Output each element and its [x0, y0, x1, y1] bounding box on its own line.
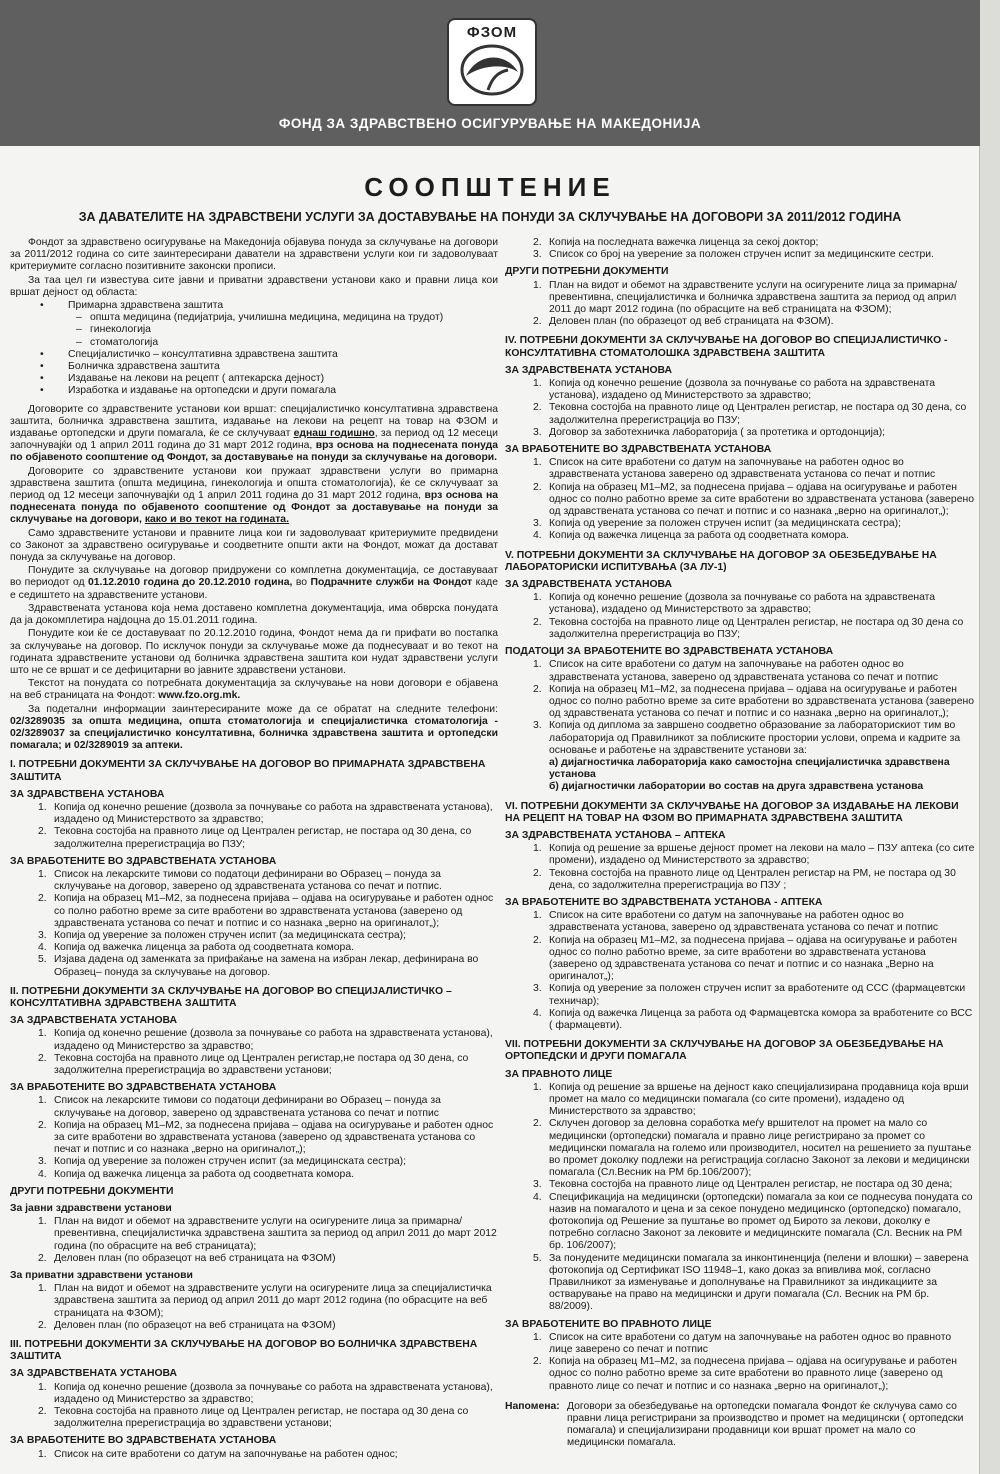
- area-item: • Болничка здравствена заштита: [40, 361, 498, 373]
- list-item: [533, 1192, 975, 1253]
- numbered-list: [10, 1382, 498, 1431]
- item-number: 1.: [38, 801, 47, 813]
- area-item: • Примарна здравствена заштита: [40, 300, 498, 312]
- list-item: [533, 1118, 975, 1179]
- item-text: Изјава дадена од заменката за прифаќање на замена на избран лекар, дефинирана во Образец– понуда за склучување на договор.: [54, 954, 479, 978]
- fund-name: ФОНД ЗА ЗДРАВСТВЕНО ОСИГУРУВАЊЕ НА МАКЕДОНИЈА: [278, 116, 702, 131]
- area-item: • Изработка и издавање на ортопедски и други помагала: [40, 385, 498, 397]
- item-number: 1.: [38, 1381, 47, 1393]
- item-number: 1.: [533, 910, 542, 922]
- note-text: Договори за обезбедување на ортопедски помагала Фондот ќе склучува само со правни лица регистрирани за производство и промет на медицински ( ортопедски помагала) и специјализирани продавници кои вршат промет на мало со медицински помагала.: [567, 1400, 964, 1449]
- numbered-list: [10, 1283, 498, 1332]
- item-number: 2.: [533, 237, 542, 248]
- item-text: Список на сите вработени со датум на започнување на работен однос во здравствената установа, заверено од здравствената установа со печат и потпис: [549, 659, 939, 683]
- section-subheading: ПОДАТОЦИ ЗА ВРАБОТЕНИТЕ ВО ЗДРАВСТВЕНАТА УСТАНОВА: [505, 646, 834, 658]
- numbered-list: [505, 378, 975, 439]
- item-number: 2.: [533, 481, 542, 493]
- intro-paragraph: Понудите кои ќе се доставуваат по 20.12.2010 година, Фондот нема да ги прифати во постапка за склучување на договор. По исклучок понуди за склучување може да поднесуваат и во текот на годината здравствените установи од болничка здравствена заштита кои нудат здравствени услуги што не се вршат и се дефицитарни во јавните здравствени установи.: [10, 628, 498, 676]
- list-item: [38, 893, 498, 930]
- section-subheading: ЗА ЗДРАВСТВЕНАТА УСТАНОВА: [10, 1015, 178, 1027]
- intro-paragraph: Договорите со здравствените установи кои пружаат здравствени услуги во примарна здравствена заштита (општа медицина, гинекологија и општа стоматологија), ќе се склучуваат за период од 12 месеци започнувајќи од 1 април 2011 година до 31 март 2012 година, врз основа на поднесената понуда по објавеното соопштение од Фондот за доставување на понуди за склучување на договори, како и во текот на годината.: [10, 465, 498, 526]
- item-text: Копија од уверение за положен стручен испит (за медицинската сестра);: [549, 518, 901, 530]
- numbered-list: [505, 1332, 975, 1393]
- item-text: Деловен план (по образецот од веб страницата на ФЗОМ).: [549, 316, 834, 328]
- item-number: 2.: [38, 1252, 47, 1264]
- section-subheading: За јавни здравствени установи: [10, 1203, 172, 1215]
- item-text: Копија од диплома за завршено соодветно образование за лабораторискиот тим во лабораторија од Правилникот за поблиските простории услови, опрема и кадрите за основање и работење на здравствените установи за:: [549, 720, 961, 756]
- numbered-list: [10, 1095, 498, 1180]
- item-number: 1.: [38, 1028, 47, 1040]
- item-text: Список на сите вработени со датум на започнување на работен однос во здравствената установа заверено од здравствената установа со печат и потпис: [549, 457, 936, 481]
- lab-types: [505, 757, 975, 794]
- list-item: [38, 1028, 498, 1052]
- item-number: 3.: [533, 518, 542, 530]
- item-number: 2.: [533, 1118, 542, 1130]
- item-number: 2.: [533, 1356, 542, 1368]
- section-heading: VII. ПОТРЕБНИ ДОКУМЕНТИ ЗА СКЛУЧУВАЊЕ НА ДОГОВОР ЗА ОБЕЗБЕДУВАЊЕ НА ОРТОПЕДСКИ И ДРУГИ ПОМАГАЛА: [505, 1039, 944, 1063]
- numbered-list: [10, 802, 498, 851]
- page-title: СООПШТЕНИЕ: [364, 172, 616, 202]
- list-item: [533, 617, 975, 641]
- note-label: Напомена:: [505, 1400, 560, 1412]
- item-number: 2.: [533, 934, 542, 946]
- item-text: План на видот и обемот на здравствените услуги на осигурените лица за примарна/превентивна, специјалистичка здравствена заштита за период од април 2011 до март 2012 година (по обрасците на веб страницата);: [54, 1216, 497, 1252]
- list-item: [38, 802, 498, 826]
- item-text: План на видот и обемот на здравствените услуги на осигурените лица за специјалистичка здравствена заштита за период од април 2011 до март 2012 година (по обрасците на веб страницата на ФЗОМ);: [54, 1283, 492, 1319]
- page-subtitle: ЗА ДАВАТЕЛИТЕ НА ЗДРАВСТВЕНИ УСЛУГИ ЗА ДОСТАВУВАЊЕ НА ПОНУДИ ЗА СКЛУЧУВАЊЕ НА ДОГОВОРИ ЗА 2011/2012 ГОДИНА: [78, 210, 902, 224]
- logo-text: ФЗОМ: [466, 24, 518, 41]
- item-number: 2.: [38, 1119, 47, 1131]
- item-number: 3.: [533, 1179, 542, 1191]
- intro-paragraph: Договорите со здравствените установи кои вршат: специјалистичко консултативна здравствена заштита, болничка здравствена заштита, издавање на лекови на рецепт на товар на ФЗОМ и издавање ортопедски и други помагала, ќе се склучуваат еднаш годишно, за период од 12 месеци започнувајќи од 1 април 2011 година до 31 март 2012 година, врз основа на поднесената понуда по објавеното соопштение од Фондот, за доставување на понуди за склучување на договори.: [10, 403, 498, 464]
- item-number: 2.: [38, 826, 47, 838]
- item-number: 4.: [38, 1168, 47, 1180]
- list-item: [533, 237, 975, 249]
- section-subheading: ЗА ЗДРАВСТВЕНА УСТАНОВА: [10, 788, 165, 800]
- item-text: Склучен договор за деловна соработка меѓу вршителот на промет на мало со медицински (ортопедски) помагала и правно лице регистрирано за промет со медицински помагала на големо или производител, носител на решението за пуштање во промет доколку подлежи на регистрација согласно Законот за лекови и медицински помагала (Сл.Весник на РМ бр.106/2007);: [549, 1118, 972, 1179]
- item-text: Копија од уверение за положен стручен испит за вработените од ССС (фармацевтски техничар);: [549, 983, 966, 1007]
- list-item: [533, 910, 975, 934]
- area-item: – гинекологија: [40, 324, 498, 336]
- item-number: 2.: [38, 1319, 47, 1331]
- list-item: [533, 316, 975, 328]
- item-text: Тековна состојба на правното лице од Централен регистар,не постара од 30 дена, со задолжителна пререгистрација во здравствени установи;: [54, 1052, 469, 1076]
- item-number: 3.: [533, 426, 542, 438]
- list-item: [533, 249, 975, 261]
- section-subheading: ЗА ВРАБОТЕНИТЕ ВО ЗДРАВСТВЕНАТА УСТАНОВА: [505, 444, 772, 456]
- item-number: 3.: [533, 983, 542, 995]
- area-item: • Специјалистичко – консултативна здравствена заштита: [40, 349, 498, 361]
- list-item: [533, 518, 975, 530]
- item-number: 1.: [533, 592, 542, 604]
- left-column: [10, 237, 498, 1467]
- section-subheading: ЗА ЗДРАВСТВЕНАТА УСТАНОВА – АПТЕКА: [505, 829, 726, 841]
- item-text: Спецификација на медицински (ортопедски) помагала за кои се поднесува понудата со назив на помагалото и цена и за секое понудено медицинско (ортопедско) помагало, фотокопија од Решение за пуштање во промет од Бирото за лекови, доколку е потребно согласно Законот за лековите и медицинските помагала (Сл. Весник на РМ бр. 106/2007);: [549, 1191, 973, 1252]
- item-text: Деловен план (по образецот на веб страницата на ФЗОМ): [54, 1319, 336, 1331]
- intro-paragraph: За таа цел ги известува сите јавни и приватни здравствени установи како и правни лица кои вршат дејност од областа:: [10, 274, 498, 298]
- area-item: • Издавање на лекови на рецепт ( аптекарска дејност): [40, 373, 498, 385]
- item-text: Копија на образец М1–М2, за поднесена пријава – одјава на осигурување и работен однос со полно работно време за сите вработени во правното лице (заверено од правното лице со печат и потпис и со назнака „верно на оригиналот„);: [549, 1356, 957, 1392]
- item-number: 2.: [533, 683, 542, 695]
- numbered-list: [10, 869, 498, 979]
- section-heading: III. ПОТРЕБНИ ДОКУМЕНТИ ЗА СКЛУЧУВАЊЕ НА ДОГОВОР ВО БОЛНИЧКА ЗДРАВСТВЕНА ЗАШТИТА: [10, 1339, 478, 1363]
- right-column: [505, 237, 975, 1467]
- list-item: [38, 1320, 498, 1332]
- list-item: [533, 1253, 975, 1314]
- item-number: 2.: [533, 867, 542, 879]
- item-number: 2.: [533, 402, 542, 414]
- item-text: Копија од важечка лиценца за работа од соодветната комора.: [54, 942, 354, 954]
- area-item: – општа медицина (педијатрија, училишна медицина, медицина на трудот): [40, 312, 498, 324]
- item-text: Копија од решение за вршење на дејност како специјализирана продавница која врши промет на мало со медицински помагала (со сите промени), издадено од Министерството за здравство;: [549, 1081, 969, 1118]
- list-item: [533, 935, 975, 984]
- list-item: [533, 1356, 975, 1393]
- list-item: [38, 1053, 498, 1077]
- list-item: [533, 482, 975, 519]
- item-text: Тековна состојба на правното лице од Централен регистар, не постара од 30 дена, со задолжителна пререгистрација во ПЗУ;: [54, 826, 472, 850]
- item-number: 3.: [38, 929, 47, 941]
- section-heading: I. ПОТРЕБНИ ДОКУМЕНТИ ЗА СКЛУЧУВАЊЕ НА ДОГОВОР ВО ПРИМАРНАТА ЗДРАВСТВЕНА ЗАШТИТА: [10, 759, 486, 783]
- item-text: Копија од конечно решение (дозвола за почнување со работа на здравствената установа), издадено од Министерството за здравство;: [549, 592, 936, 616]
- section-subheading: ЗА ВРАБОТЕНИТЕ ВО ПРАВНОТО ЛИЦЕ: [505, 1318, 712, 1330]
- right-sections: [505, 335, 975, 1392]
- list-item: [533, 843, 975, 867]
- intro-paragraph: За подетални информации заинтересираните може да се обратат на следните телефони: 02/3289035 за општа медицина, општа стоматологија и специјалистичка стоматологија - 02/3289037 за специјалистичко консултативна, болничка здравствена заштита и ортопедски помагала; и 02/3289019 за аптеки.: [10, 703, 498, 752]
- item-number: 1.: [533, 279, 542, 291]
- item-number: 4.: [533, 530, 542, 542]
- item-number: 3.: [533, 249, 542, 261]
- list-item: [533, 530, 975, 542]
- list-item: [38, 1156, 498, 1168]
- list-item: [38, 1120, 498, 1157]
- item-number: 1.: [38, 1095, 47, 1107]
- item-number: 1.: [38, 1283, 47, 1295]
- section-subheading: ДРУГИ ПОТРЕБНИ ДОКУМЕНТИ: [10, 1185, 174, 1197]
- item-text: Копија од решение за вршење дејност промет на лекови на мало – ПЗУ аптека (со сите промени), издадено од Министерството за здравство;: [549, 843, 975, 867]
- item-text: Тековна состојба на правното лице од Централен регистар, не постара од 30 дена со задолжителна пререгистрација во ПЗУ;: [549, 616, 964, 640]
- note: [505, 1401, 975, 1450]
- item-text: Копија на последната важечка лиценца за секој доктор;: [549, 237, 819, 248]
- item-text: Деловен план (по образецот на веб страницата на ФЗОМ): [54, 1252, 336, 1264]
- numbered-list: [505, 457, 975, 542]
- item-text: Договор за заботехничка лабораторија ( за протетика и ортодонција);: [549, 426, 886, 438]
- list-item: [38, 942, 498, 954]
- item-number: 1.: [533, 659, 542, 671]
- adjacent-page-edge: [979, 0, 1000, 1474]
- intro-paragraph: Понудите за склучување на договор придружени со комплетна документација, се доставуваат во периодот од 01.12.2010 година до 20.12.2010 година, во Подрачните служби на Фондот каде е седиштето на здравствените установи.: [10, 565, 498, 601]
- continued-list: [505, 280, 975, 329]
- lab-type: б) дијагностички лаборатории во состав на друга здравствена установа: [549, 781, 924, 793]
- list-item: [533, 868, 975, 892]
- section-subheading: За приватни здравствени установи: [10, 1270, 193, 1282]
- item-text: Список со број на уверение за положен стручен испит за медицинските сестри.: [549, 249, 934, 261]
- list-item: [533, 1008, 975, 1032]
- item-number: 4.: [38, 942, 47, 954]
- section-heading: V. ПОТРЕБНИ ДОКУМЕНТИ ЗА СКЛУЧУВАЊЕ НА ДОГОВОР ЗА ОБЕЗБЕДУВАЊЕ НА ЛАБОРАТОРИСКИ ИСПИТУВАЊА (ЗА ЛУ-1): [505, 549, 937, 573]
- numbered-list: [505, 910, 975, 1032]
- list-item: [38, 869, 498, 893]
- item-text: Копија од конечно решение (дозвола за почнување со работа на здравствената установа), издадено од Министерство за здравство;: [54, 1381, 493, 1405]
- item-number: 2.: [38, 1052, 47, 1064]
- numbered-list: [505, 1082, 975, 1314]
- item-number: 3.: [533, 720, 542, 732]
- list-item: [533, 1082, 975, 1119]
- item-text: Список на сите вработени со датум на започнување на работен однос во здравствената установа, заверено од здравствената установа со печат и потпис: [549, 910, 939, 934]
- item-number: 1.: [533, 378, 542, 390]
- list-item: [38, 826, 498, 850]
- item-number: 1.: [38, 1216, 47, 1228]
- item-text: Список на лекарските тимови со податоци дефинирани во Образец – понуда за склучување на договор, заверено од здравствената установа со печат и потпис.: [54, 868, 442, 893]
- item-text: Тековна состојба на правното лице од Централен регистар, не постара од 30 дена, со задолжителна пререгистрација во ПЗУ;: [549, 402, 967, 426]
- item-number: 2.: [38, 893, 47, 905]
- list-item: [533, 684, 975, 721]
- item-number: 2.: [533, 616, 542, 628]
- list-item: [38, 954, 498, 978]
- item-text: Тековна состојба на правното лице од Централен регистар, не постара од 30 дена со задолжителна пререгистрација во здравствени установи;: [54, 1406, 469, 1430]
- list-item: [533, 659, 975, 683]
- list-item: [38, 1406, 498, 1430]
- item-text: Копија од конечно решение (дозвола за почнување со работа на здравствената установа), издадено од Министерството за здравство;: [549, 378, 936, 402]
- list-item: [533, 378, 975, 402]
- item-text: Копија од важечка Лиценца за работа од Фармацевтска комора за вработените со ВСС ( фармацевти).: [549, 1007, 973, 1031]
- item-number: 2.: [533, 316, 542, 328]
- numbered-list: [505, 659, 975, 757]
- item-number: 1.: [533, 1331, 542, 1343]
- item-text: План на видот и обемот на здравствените услуги на осигурените лица за примарна/превентивна, специјалистичка и болничка здравствена заштита за период од април 2011 до март 2012 година (по обрасците на веб страницата на ФЗОМ);: [549, 279, 957, 316]
- list-item: [38, 1449, 498, 1461]
- section-subheading: ЗА ВРАБОТЕНИТЕ ВО ЗДРАВСТВЕНАТА УСТАНОВА: [10, 1082, 277, 1094]
- item-number: 1.: [533, 843, 542, 855]
- item-text: Копија на образец М1–М2, за поднесена пријава – одјава на осигурување и работен однос со полно работно време, за сите вработени во здравствената установа (заверено од здравствената установа со печат и потпис и со назнака „Верно на оригиналот„);: [549, 934, 957, 983]
- section-subheading: ЗА ВРАБОТЕНИТЕ ВО ЗДРАВСТВЕНАТА УСТАНОВА - АПТЕКА: [505, 896, 823, 908]
- item-text: Копија на образец М1–М2, за поднесена пријава – одјава на осигурување и работен однос со полно работно време за сите вработени во здравствената установа (заверено од здравствената установа со печат и потпис и со назнака „верно на оригиналот„);: [549, 481, 975, 518]
- item-text: Тековна состојба на правното лице од Централен регистар, не постара од 30 дена;: [549, 1179, 953, 1191]
- item-text: Копија на образец М1–М2, за поднесена пријава – одјава на осигурување и работен однос за сите вработени во здравствената установа (заверено од здравствената установа со печат и потпис и со назнака „верно на оригиналот„);: [54, 1119, 494, 1156]
- item-text: За понудените медицински помагала за инконтиненција (пелени и влошки) – заверена фотокопија од Сертификат ISO 11948–1, како доказ за впивлива моќ, согласно Правилникот за изменување и дополнување на Правилникот за индикациите за остварување на право на медицински и други помагала (Сл. Весник на РМ бр. 88/2009).: [549, 1252, 969, 1313]
- section-heading: IV. ПОТРЕБНИ ДОКУМЕНТИ ЗА СКЛУЧУВАЊЕ НА ДОГОВОР ВО СПЕЦИЈАЛИСТИЧКО - КОНСУЛТАТИВНА СТОМАТОЛОШКА ЗДРАВСТВЕНА ЗАШТИТА: [505, 335, 948, 359]
- list-item: [38, 1283, 498, 1320]
- list-item: [38, 1169, 498, 1181]
- item-number: 1.: [38, 868, 47, 880]
- item-number: 1.: [38, 1448, 47, 1460]
- list-item: [533, 402, 975, 426]
- section-heading: II. ПОТРЕБНИ ДОКУМЕНТИ ЗА СКЛУЧУВАЊЕ НА ДОГОВОР ВО СПЕЦИЈАЛИСТИЧКО – КОНСУЛТАТИВНА ЗДРАВСТВЕНА ЗАШТИТА: [10, 985, 452, 1009]
- section-subheading: ЗА ЗДРАВСТВЕНАТА УСТАНОВА: [505, 579, 673, 591]
- header-band: [0, 0, 980, 146]
- item-text: Копија од уверение за положен стручен испит (за медицинската сестра);: [54, 1156, 406, 1168]
- list-item: [38, 1095, 498, 1119]
- section-subheading: ЗА ПРАВНОТО ЛИЦЕ: [505, 1068, 613, 1080]
- list-item: [533, 280, 975, 317]
- numbered-list: [10, 1216, 498, 1265]
- logo-swirl-icon: [458, 42, 526, 98]
- list-item: [533, 427, 975, 439]
- item-text: Копија на образец М1–М2, за поднесена пријава – одјава на осигурување и работен однос со полно работно време за сите вработени во здравствената установа (заверено од здравствената установа со печат и потпис и со назнака „верно на оригиналот„);: [54, 893, 494, 929]
- item-number: 5.: [533, 1252, 542, 1264]
- item-number: 3.: [38, 1156, 47, 1168]
- area-item: – стоматологија: [40, 337, 498, 349]
- numbered-list: [505, 843, 975, 892]
- list-item: [533, 1179, 975, 1191]
- section-heading: VI. ПОТРЕБНИ ДОКУМЕНТИ ЗА СКЛУЧУВАЊЕ НА ДОГОВОР ЗА ИЗДАВАЊЕ НА ЛЕКОВИ НА РЕЦЕПТ НА ТОВАР НА ФЗОМ ВО ПРИМАРНАТА ЗДРАВСТВЕНА ЗАШТИТА: [505, 800, 959, 824]
- left-sections: [10, 759, 498, 1461]
- numbered-list: [10, 1028, 498, 1077]
- continued-list: [505, 237, 975, 261]
- list-item: [533, 720, 975, 757]
- item-text: Список на сите вработени со датум на започнување на работен однос;: [54, 1448, 398, 1460]
- item-number: 1.: [533, 1081, 542, 1093]
- item-text: Копија од важечка лиценца за работа од соодветната комора.: [54, 1168, 354, 1180]
- item-text: Список на сите вработени со датум на започнување на работен однос во правното лице заверено со печат и потпис: [549, 1331, 952, 1356]
- item-number: 4.: [533, 1191, 542, 1203]
- areas-list: [10, 300, 498, 398]
- item-number: 4.: [533, 1007, 542, 1019]
- list-item: [38, 1253, 498, 1265]
- section-subheading: ЗА ЗДРАВСТВЕНАТА УСТАНОВА: [505, 364, 673, 376]
- section-subheading: ЗА ВРАБОТЕНИТЕ ВО ЗДРАВСТВЕНАТА УСТАНОВА: [10, 855, 277, 867]
- list-item: [533, 1332, 975, 1356]
- item-text: Копија од уверение за положен стручен испит (за медицинската сестра);: [54, 929, 406, 941]
- item-text: Копија на образец М1–М2, за поднесена пријава – одјава на осигурување и работен однос со полно работно време за сите вработени во здравствената установа (заверено од здравствената установа со печат и потпис и со назнака „верно на оригиналот„);: [549, 683, 975, 720]
- intro-paragraph: Само здравствените установи и правните лица кои ги задоволуваат критериумите предвидени со Законот за здравствено осигурување и соодветните општи акти на Фондот, можат да достават понуда за склучување на договор.: [10, 527, 498, 564]
- item-text: Копија од конечно решение (дозвола за почнување со работа на здравствената установа), издадено од Министерството за здравство;: [54, 801, 493, 826]
- list-item: [533, 983, 975, 1007]
- lab-type: а) дијагностичка лабораторија како самостојна специјалистичка здравствена установа: [549, 756, 950, 781]
- numbered-list: [10, 1449, 498, 1461]
- intro-paragraph: Текстот на понудата со потребната документација за склучување на нови договори е објавена на веб страницата на Фондот: www.fzo.org.mk.: [10, 678, 498, 702]
- item-number: 5.: [38, 954, 47, 966]
- section-subheading: ЗА ЗДРАВСТВЕНАТА УСТАНОВА: [10, 1368, 178, 1380]
- item-text: Копија од конечно решение (дозвола за почнување со работа на здравствената установа), издадено од Министерство за здравство;: [54, 1028, 493, 1052]
- fzom-logo: [447, 18, 537, 106]
- item-text: Копија од важечка лиценца за работа од соодветната комора.: [549, 530, 849, 542]
- intro-paragraph: Здравствената установа која нема доставено комплетна документација, има обврска понудата да ја докомплетира најдоцна до 15.01.2011 година.: [10, 602, 498, 627]
- section-subheading: ЗА ВРАБОТЕНИТЕ ВО ЗДРАВСТВЕНАТА УСТАНОВА: [10, 1435, 277, 1447]
- list-item: [38, 930, 498, 942]
- list-item: [38, 1216, 498, 1253]
- item-number: 2.: [38, 1406, 47, 1418]
- intro-paragraph: Фондот за здравствено осигурување на Македонија објавува понуда за склучување на договори за 2011/2012 година со сите заинтересирани даватели на здравствени услуги кои ги задоволуваат критериумите согласно позитивните законски прописи.: [10, 237, 498, 273]
- item-text: Список на лекарските тимови со податоци дефинирани во Образец – понуда за склучување на договор, заверено од здравствената установа со печат и потпис: [54, 1095, 441, 1119]
- list-item: [533, 457, 975, 481]
- item-text: Тековна состојба на правното лице од Централен регистар на РМ, не постара од 30 дена, со задолжителна пререгистрација во ПЗУ ;: [549, 867, 956, 891]
- numbered-list: [505, 592, 975, 641]
- list-item: [533, 592, 975, 616]
- list-item: [38, 1382, 498, 1406]
- section-subheading: ДРУГИ ПОТРЕБНИ ДОКУМЕНТИ: [505, 266, 669, 278]
- item-number: 1.: [533, 457, 542, 469]
